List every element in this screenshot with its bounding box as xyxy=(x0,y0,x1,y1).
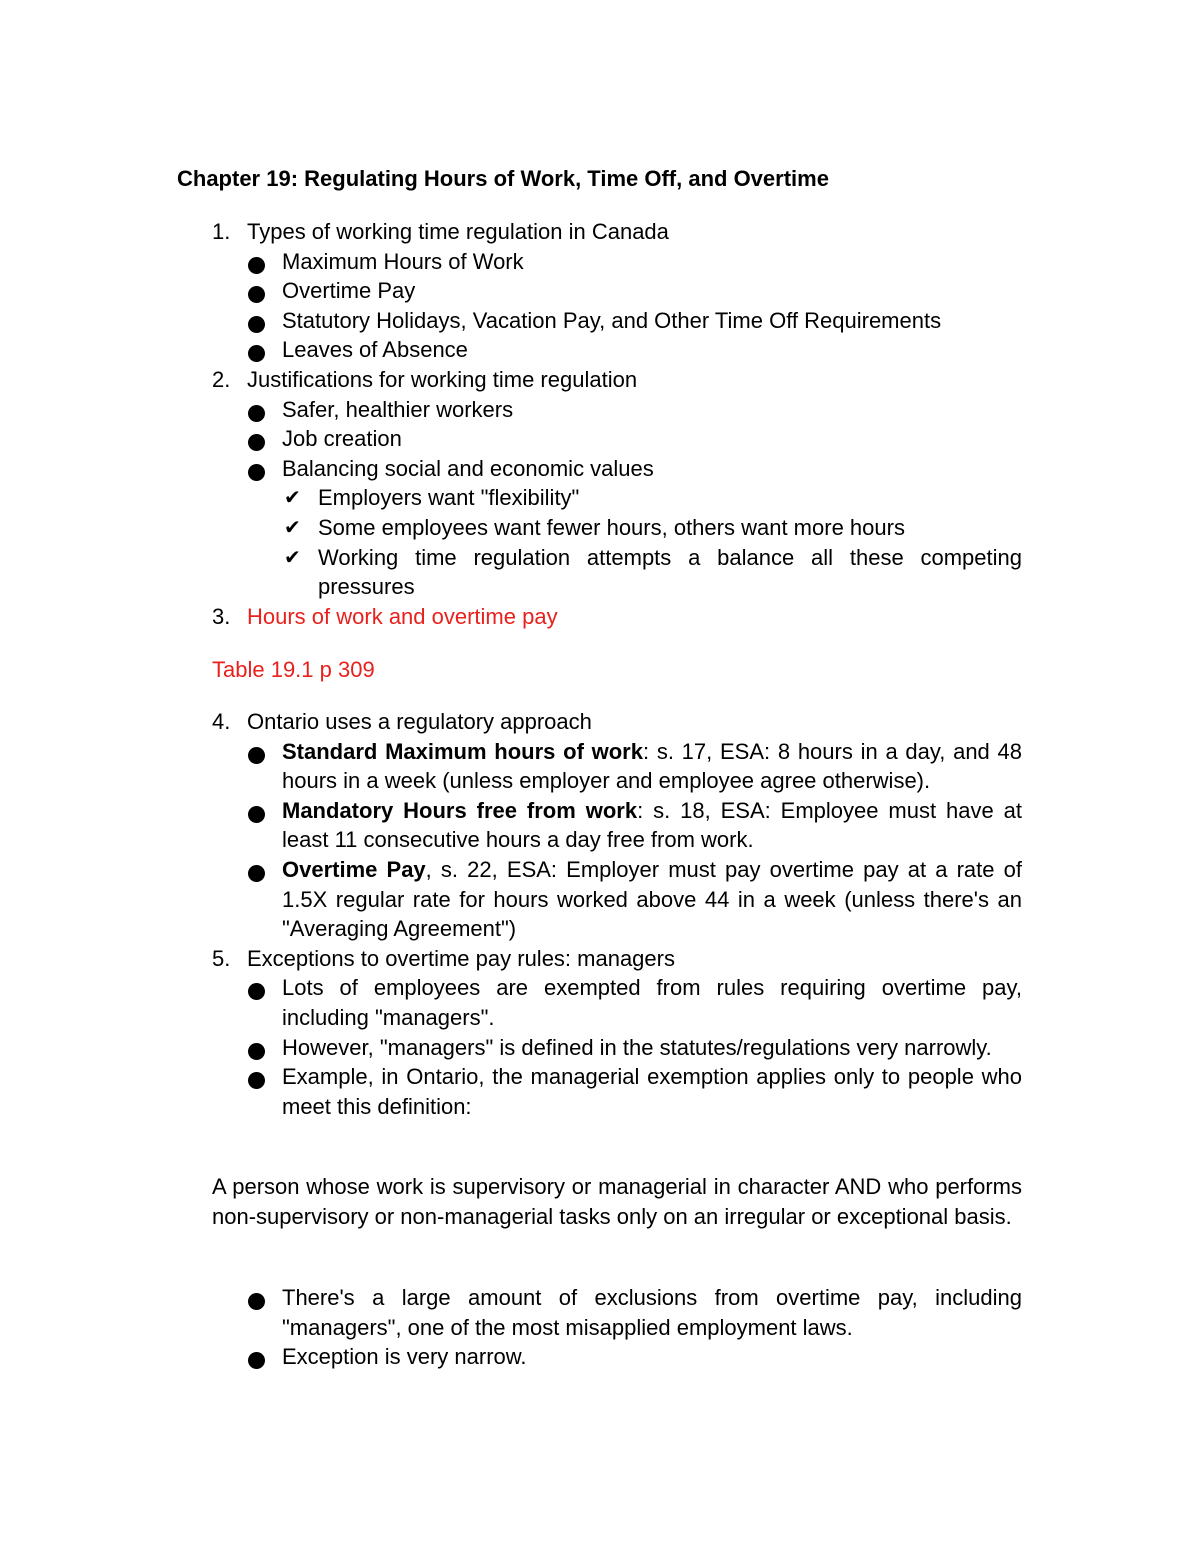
section-4 xyxy=(0,707,1200,1121)
section-heading-row xyxy=(0,707,1200,737)
bullet-icon xyxy=(248,865,265,882)
definition-paragraph: A person whose work is supervisory or managerial in character AND who performs non-supervisory or non-managerial tasks only on an irregular or exceptional basis. xyxy=(212,1174,1022,1229)
section-number: 2. xyxy=(212,366,231,392)
section-heading-row xyxy=(0,365,1200,395)
list-item xyxy=(0,855,1200,944)
checkmark-icon: ✔ xyxy=(284,544,301,569)
list-item-text: Lots of employees are exempted from rules requiring overtime pay, including "managers". xyxy=(282,975,1022,1030)
section-number: 1. xyxy=(212,219,231,244)
list-item xyxy=(0,1342,1200,1372)
term-detail: , s. 22, ESA: Employer must pay overtime pay at a rate of 1.5X regular rate for hours worked above 44 in a week (unless there's an "Averaging Agreement") xyxy=(282,856,1022,942)
list-item xyxy=(0,796,1200,855)
bullet-icon xyxy=(248,434,265,451)
check-item-text: Employers want "flexibility" xyxy=(318,485,580,511)
check-item-text: Working time regulation attempts a balance all these competing pressures xyxy=(318,544,1022,600)
list-item-text xyxy=(282,855,1022,944)
list-item-text: Maximum Hours of Work xyxy=(282,248,524,274)
final-bullets xyxy=(0,1283,1200,1372)
list-item-text: Statutory Holidays, Vacation Pay, and Other Time Off Requirements xyxy=(282,307,942,333)
bullet-icon xyxy=(248,1293,265,1310)
list-item-text: Safer, healthier workers xyxy=(282,396,514,422)
section-heading-row xyxy=(0,217,1200,247)
section-number: 3. xyxy=(212,603,231,629)
bullet-icon xyxy=(248,1352,265,1369)
bullet-icon xyxy=(248,286,265,303)
list-item xyxy=(0,276,1200,306)
list-item-text: Leaves of Absence xyxy=(282,337,468,363)
list-item xyxy=(0,737,1200,796)
list-item-text: Example, in Ontario, the managerial exemption applies only to people who meet this definition: xyxy=(282,1064,1022,1119)
checkmark-icon: ✔ xyxy=(284,514,301,539)
table-reference: Table 19.1 p 309 xyxy=(212,657,375,682)
term-detail: : s. 18, ESA: Employee must have at least 11 consecutive hours a day free from work. xyxy=(282,797,1022,853)
bullet-icon xyxy=(248,316,265,333)
check-item xyxy=(0,513,1200,543)
section-heading: Justifications for working time regulation xyxy=(247,366,638,392)
bullet-icon xyxy=(248,405,265,422)
bullet-icon xyxy=(248,257,265,274)
section-heading: Hours of work and overtime pay xyxy=(247,603,558,629)
list-item xyxy=(0,973,1200,1032)
section-number: 4. xyxy=(212,709,231,734)
list-item-text: Job creation xyxy=(282,426,402,452)
term-detail: : s. 17, ESA: 8 hours in a day, and 48 hours in a week (unless employer and employee agree otherwise). xyxy=(282,738,1022,794)
bullet-icon xyxy=(248,983,265,1000)
list-item-text xyxy=(282,796,1022,855)
list-item xyxy=(0,1033,1200,1063)
section-number: 5. xyxy=(212,945,231,971)
section-heading: Types of working time regulation in Canada xyxy=(247,219,669,244)
bullet-icon xyxy=(248,1043,265,1060)
list-item xyxy=(0,247,1200,277)
term: Mandatory Hours free from work xyxy=(282,797,638,823)
list-item xyxy=(0,395,1200,425)
list-item-text: Balancing social and economic values xyxy=(282,455,654,481)
chapter-title: Chapter 19: Regulating Hours of Work, Time Off, and Overtime xyxy=(177,166,829,191)
list-item xyxy=(0,424,1200,454)
list-item-text: Overtime Pay xyxy=(282,278,416,304)
list-item-text xyxy=(282,737,1022,796)
list-item-text: Exception is very narrow. xyxy=(282,1344,527,1370)
list-item-text: There's a large amount of exclusions from overtime pay, including "managers", one of the most misapplied employment laws. xyxy=(282,1285,1022,1340)
list-item xyxy=(0,1283,1200,1342)
check-item xyxy=(0,543,1200,602)
term: Overtime Pay xyxy=(282,856,426,882)
section-heading-row xyxy=(0,944,1200,974)
bullet-icon xyxy=(248,464,265,481)
bullet-icon xyxy=(248,345,265,362)
section-1 xyxy=(0,217,1200,631)
check-item-text: Some employees want fewer hours, others want more hours xyxy=(318,514,905,540)
list-item-text: However, "managers" is defined in the statutes/regulations very narrowly. xyxy=(282,1034,992,1060)
list-item xyxy=(0,454,1200,484)
term: Standard Maximum hours of work xyxy=(282,738,643,764)
section-heading: Ontario uses a regulatory approach xyxy=(247,709,592,734)
section-heading-row xyxy=(0,602,1200,632)
section-heading: Exceptions to overtime pay rules: managers xyxy=(247,945,675,971)
check-item xyxy=(0,483,1200,513)
list-item xyxy=(0,335,1200,365)
checkmark-icon: ✔ xyxy=(284,485,301,510)
list-item xyxy=(0,306,1200,336)
bullet-icon xyxy=(248,1072,265,1089)
bullet-icon xyxy=(248,747,265,764)
bullet-icon xyxy=(248,806,265,823)
list-item xyxy=(0,1062,1200,1121)
